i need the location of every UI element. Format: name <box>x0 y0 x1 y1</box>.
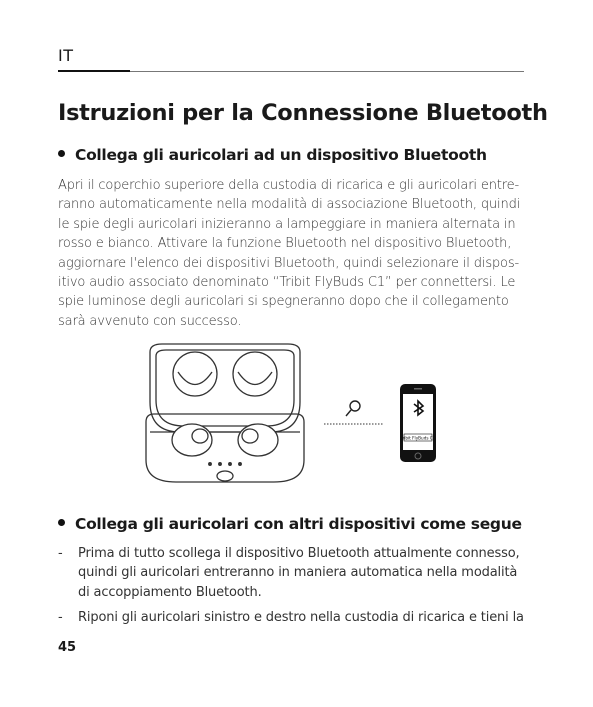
section-heading-connect <box>58 146 487 164</box>
pairing-illustration <box>140 342 450 492</box>
smartphone-illustration <box>400 384 436 462</box>
search-icon <box>346 401 360 416</box>
list-item-line: di accoppiamento Bluetooth. <box>78 584 262 600</box>
list-dash: - <box>58 610 63 625</box>
list-item <box>58 544 526 602</box>
paragraph-line: itivo audio associato denominato “Tribit FlyBuds C1” per connettersi. Le <box>58 275 516 291</box>
charging-case-illustration <box>146 344 304 482</box>
section-heading-text: Collega gli auricolari con altri dispositivi come segue <box>75 515 522 533</box>
section-heading-other-devices <box>58 515 522 533</box>
list-item-line: Prima di tutto scollega il dispositivo Bluetooth attualmente connesso, <box>78 546 520 561</box>
paragraph-line: rosso e bianco. Attivare la funzione Bluetooth nel dispositivo Bluetooth, <box>58 236 512 252</box>
page-title: Istruzioni per la Connessione Bluetooth <box>58 100 548 126</box>
list-item-line: Riponi gli auricolari sinistro e destro nella custodia di ricarica e tieni la <box>78 610 524 625</box>
language-code: IT <box>58 46 74 65</box>
paragraph-line: sarà avvenuto con successo. <box>58 313 242 329</box>
page-number: 45 <box>58 640 77 655</box>
list-dash: - <box>58 546 63 561</box>
header-rule-accent <box>58 70 130 72</box>
paragraph-line: Apri il coperchio superiore della custodia di ricarica e gli auricolari entre- <box>58 178 520 193</box>
phone-device-label: Tribit FlyBuds C1 <box>400 435 436 441</box>
bullet-dot <box>58 519 65 526</box>
paragraph-line: le spie degli auricolari inizieranno a lampeggiare in maniera alternata in <box>58 216 516 232</box>
paragraph-line: ranno automaticamente nella modalità di associazione Bluetooth, quindi <box>58 197 521 213</box>
paragraph-line: aggiornare l'elenco dei dispositivi Bluetooth, quindi selezionare il dispos- <box>58 255 520 271</box>
list-item-line: quindi gli auricolari entreranno in maniera automatica nella modalità <box>78 565 518 581</box>
bullet-dot <box>58 150 65 157</box>
connect-paragraph <box>58 176 526 331</box>
list-item <box>58 608 526 627</box>
header-rule <box>130 71 524 72</box>
paragraph-line: spie luminose degli auricolari si spegneranno dopo che il collegamento <box>58 294 509 310</box>
section-heading-text: Collega gli auricolari ad un dispositivo Bluetooth <box>75 146 487 164</box>
